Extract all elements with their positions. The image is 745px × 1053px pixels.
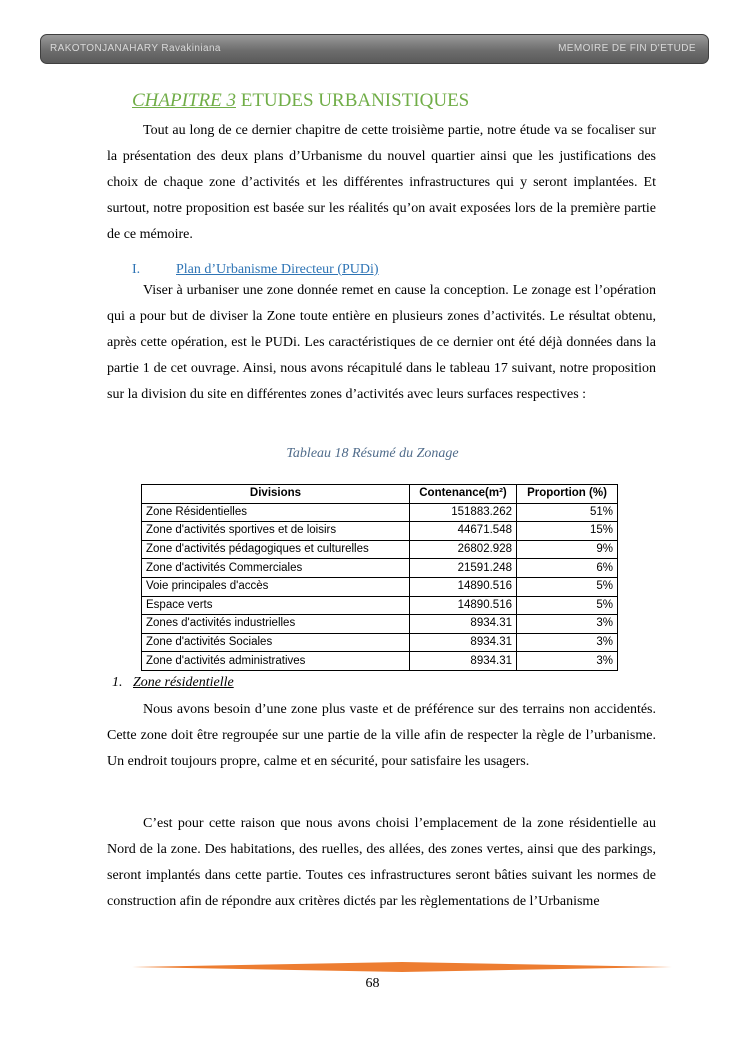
cell-contenance: 151883.262 xyxy=(410,503,517,522)
header-proportion: Proportion (%) xyxy=(517,485,618,504)
subsection-paragraph-2 xyxy=(107,811,656,915)
table-row xyxy=(142,596,618,615)
cell-division: Zone d'activités sportives et de loisirs xyxy=(142,522,410,541)
table-row xyxy=(142,540,618,559)
cell-contenance: 14890.516 xyxy=(410,596,517,615)
section-paragraph xyxy=(107,278,656,408)
page-number: 68 xyxy=(365,976,380,991)
header-divisions: Divisions xyxy=(142,485,410,504)
cell-proportion: 3% xyxy=(517,615,618,634)
cell-proportion: 5% xyxy=(517,577,618,596)
intro-text: Tout au long de ce dernier chapitre de cette troisième partie, notre étude va se focaliser sur la présentation des deux plans d’Urbanisme du nouvel quartier ainsi que les justifications des choix de chaque zone d’activités et les différentes infrastructures qui y seront implantées. Et surtout, notre proposition est basée sur les réalités qu’on avait exposées lors de la première partie de ce mémoire. xyxy=(107,123,656,242)
cell-division: Zone d'activités Sociales xyxy=(142,633,410,652)
table-header-row xyxy=(142,485,618,504)
subsection-paragraph-1 xyxy=(107,697,656,775)
table-row xyxy=(142,559,618,578)
cell-division: Zone d'activités administratives xyxy=(142,652,410,671)
subsection-text-1: Nous avons besoin d’une zone plus vaste et de préférence sur des terrains non accidentés. Cette zone doit être regroupée sur une partie de la ville afin de respecter la règle de l’urbanisme. Un endroit toujours propre, calme et en sécurité, pour satisfaire les usagers. xyxy=(107,702,656,769)
footer-decoration xyxy=(132,962,672,972)
subsection-title: Zone résidentielle xyxy=(133,675,234,690)
section-text: Viser à urbaniser une zone donnée remet en cause la conception. Le zonage est l’opération qui a pour but de diviser la Zone toute entière en plusieurs zones d’activités. Le résultat obtenu, après cette opération, est le PUDi. Les caractéristiques de ce dernier ont été déjà données dans la partie 1 de cet ouvrage. Ainsi, nous avons récapitulé dans le tableau 17 suivant, notre proposition sur la division du site en différentes zones d’activités avec leurs surfaces respectives : xyxy=(107,283,656,402)
header-doc-type: MEMOIRE DE FIN D'ETUDE xyxy=(558,43,696,54)
cell-contenance: 8934.31 xyxy=(410,633,517,652)
cell-contenance: 26802.928 xyxy=(410,540,517,559)
section-heading xyxy=(132,262,379,278)
chapter-heading xyxy=(132,90,469,112)
zoning-table xyxy=(141,484,618,671)
table-row xyxy=(142,522,618,541)
table-row xyxy=(142,615,618,634)
table-row xyxy=(142,633,618,652)
table-row xyxy=(142,503,618,522)
cell-contenance: 8934.31 xyxy=(410,615,517,634)
subsection-heading xyxy=(112,675,234,691)
cell-proportion: 3% xyxy=(517,633,618,652)
cell-division: Zone d'activités pédagogiques et culturelles xyxy=(142,540,410,559)
header-author: RAKOTONJANAHARY Ravakiniana xyxy=(50,43,221,54)
running-header xyxy=(40,34,709,64)
subsection-text-2: C’est pour cette raison que nous avons choisi l’emplacement de la zone résidentielle au Nord de la zone. Des habitations, des ruelles, des allées, des zones vertes, ainsi que des parkings, seront implantés dans cette partie. Toutes ces infrastructures seront bâties suivant les normes de construction afin de répondre aux critères dictés par les règlementations de l’Urbanisme xyxy=(107,816,656,909)
section-number: I. xyxy=(132,262,141,277)
cell-contenance: 8934.31 xyxy=(410,652,517,671)
cell-proportion: 51% xyxy=(517,503,618,522)
intro-paragraph xyxy=(107,118,656,248)
cell-proportion: 5% xyxy=(517,596,618,615)
footer-accent-line xyxy=(132,962,672,972)
header-contenance: Contenance(m²) xyxy=(410,485,517,504)
chapter-title: ETUDES URBANISTIQUES xyxy=(240,90,470,111)
chapter-label: CHAPITRE 3 xyxy=(132,90,236,111)
table-row xyxy=(142,652,618,671)
table-row xyxy=(142,577,618,596)
cell-division: Voie principales d'accès xyxy=(142,577,410,596)
cell-division: Zone d'activités Commerciales xyxy=(142,559,410,578)
cell-proportion: 15% xyxy=(517,522,618,541)
cell-proportion: 9% xyxy=(517,540,618,559)
cell-division: Espace verts xyxy=(142,596,410,615)
cell-division: Zone Résidentielles xyxy=(142,503,410,522)
cell-contenance: 44671.548 xyxy=(410,522,517,541)
cell-contenance: 14890.516 xyxy=(410,577,517,596)
cell-proportion: 3% xyxy=(517,652,618,671)
table-caption: Tableau 18 Résumé du Zonage xyxy=(286,446,459,461)
cell-division: Zones d'activités industrielles xyxy=(142,615,410,634)
cell-contenance: 21591.248 xyxy=(410,559,517,578)
cell-proportion: 6% xyxy=(517,559,618,578)
section-title[interactable]: Plan d’Urbanisme Directeur (PUDi) xyxy=(176,262,379,277)
subsection-number: 1. xyxy=(112,675,123,690)
